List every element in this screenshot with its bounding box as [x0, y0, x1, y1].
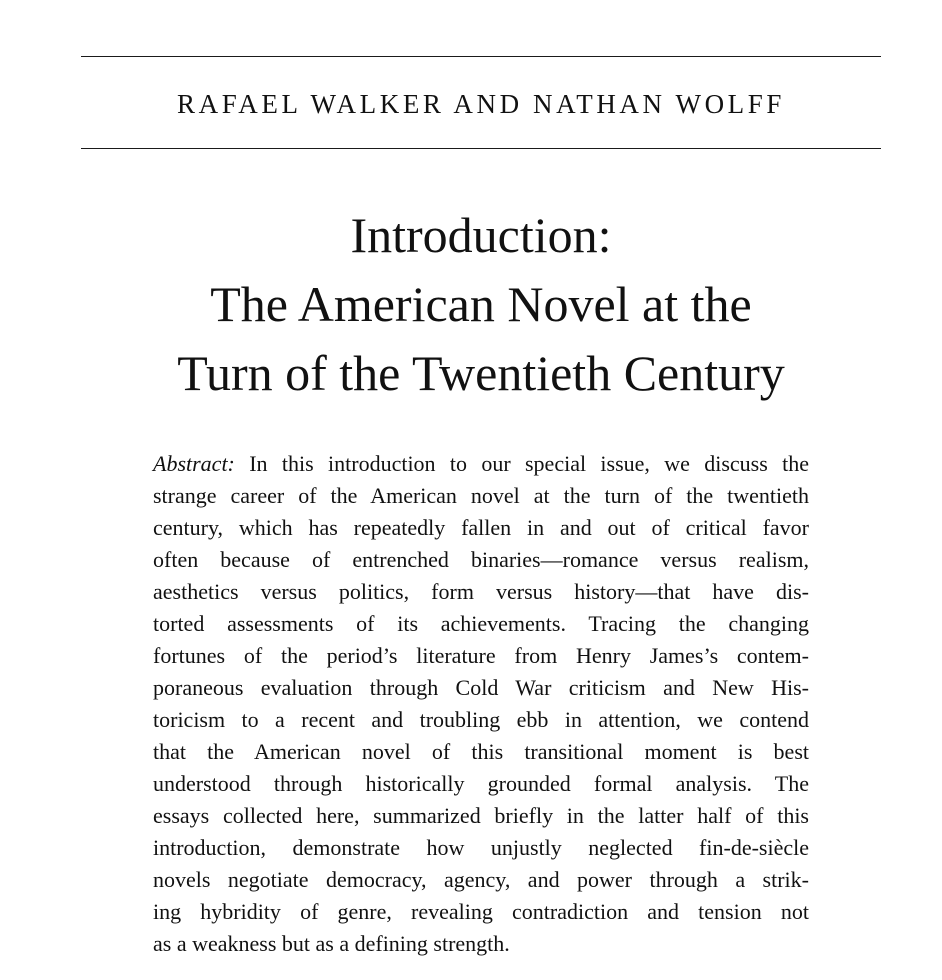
article-title [81, 201, 881, 408]
abstract-line: strange career of the American novel at the turn of the twentieth [153, 483, 809, 508]
abstract-line: that the American novel of this transitional moment is best [153, 739, 809, 764]
title-line-2: The American Novel at the [210, 276, 752, 332]
abstract-line: poraneous evaluation through Cold War criticism and New His- [153, 675, 809, 700]
abstract-label: Abstract: [153, 451, 235, 476]
title-line-1: Introduction: [350, 207, 612, 263]
header-bottom-rule [81, 148, 881, 149]
abstract-line: aesthetics versus politics, form versus history—that have dis- [153, 579, 809, 604]
title-line-3: Turn of the Twentieth Century [177, 345, 785, 401]
abstract-line: novels negotiate democracy, agency, and power through a strik- [153, 867, 809, 892]
abstract-line: often because of entrenched binaries—romance versus realism, [153, 547, 809, 572]
abstract-line: introduction, demonstrate how unjustly neglected fin-de-siècle [153, 835, 809, 860]
author-names: RAFAEL WALKER AND NATHAN WOLFF [176, 89, 785, 119]
abstract-line: ing hybridity of genre, revealing contradiction and tension not [153, 899, 809, 924]
abstract-line: fortunes of the period’s literature from Henry James’s contem- [153, 643, 809, 668]
header-top-rule [81, 56, 881, 57]
abstract-line [153, 448, 809, 480]
abstract-line: understood through historically grounded formal analysis. The [153, 771, 809, 796]
abstract-line: as a weakness but as a defining strength. [153, 931, 510, 956]
abstract-line: century, which has repeatedly fallen in and out of critical favor [153, 515, 809, 540]
abstract-line: toricism to a recent and troubling ebb in attention, we contend [153, 707, 809, 732]
abstract-block [153, 448, 809, 960]
abstract-line: torted assessments of its achievements. Tracing the changing [153, 611, 809, 636]
abstract-line-text: In this introduction to our special issue, we discuss the [249, 451, 810, 476]
abstract-line: essays collected here, summarized briefly in the latter half of this [153, 803, 809, 828]
